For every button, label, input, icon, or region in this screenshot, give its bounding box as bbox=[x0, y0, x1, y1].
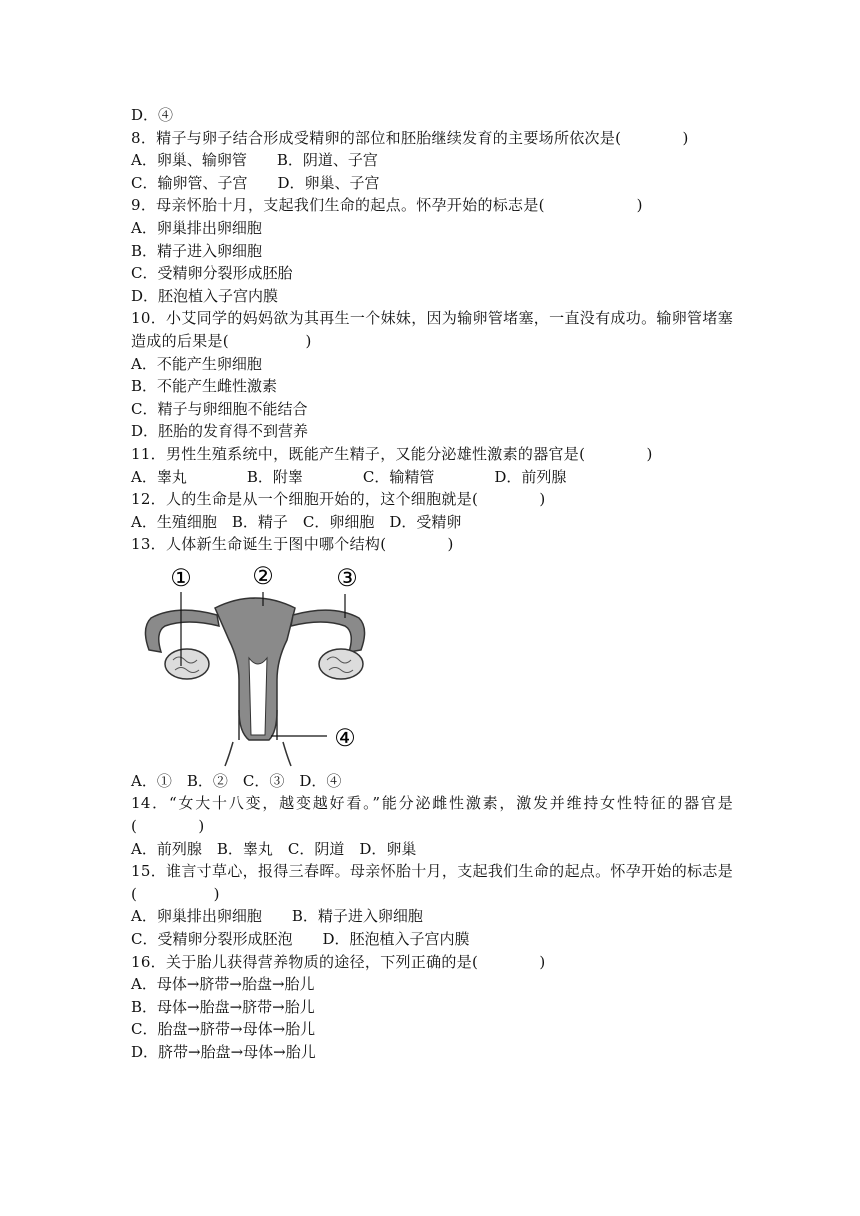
option-row: D．胚泡植入子宫内膜 bbox=[131, 286, 279, 305]
label-3: ③ bbox=[336, 563, 358, 592]
option-row: A．不能产生卵细胞 bbox=[131, 354, 262, 373]
question-stem: 10．小艾同学的妈妈欲为其再生一个妹妹，因为输卵管堵塞，一直没有成功。输卵管堵塞造成的后果是( ) bbox=[131, 309, 733, 350]
option-row: C．受精卵分裂形成胚胎 bbox=[131, 264, 293, 283]
question-12 bbox=[131, 488, 733, 533]
option-row: C．胎盘→脐带→母体→胎儿 bbox=[131, 1020, 316, 1039]
question-16 bbox=[131, 951, 733, 1064]
option-row: A．卵巢排出卵细胞 B．精子进入卵细胞 bbox=[131, 907, 423, 926]
label-1: ① bbox=[170, 563, 192, 592]
question-stem: 16．关于胎儿获得营养物质的途径，下列正确的是( ) bbox=[131, 952, 546, 971]
question-9 bbox=[131, 194, 733, 307]
exam-page bbox=[131, 104, 733, 1064]
option-row: A．① B．② C．③ D．④ bbox=[131, 771, 342, 790]
question-stem: 8．精子与卵子结合形成受精卵的部位和胚胎继续发育的主要场所依次是( ) bbox=[131, 128, 689, 147]
question-stem: 15．谁言寸草心，报得三春晖。母亲怀胎十月，支起我们生命的起点。怀孕开始的标志是( ) bbox=[131, 862, 733, 903]
option-row: B．母体→胎盘→脐带→胎儿 bbox=[131, 997, 315, 1016]
option-row: A．前列腺 B．睾丸 C．阴道 D．卵巢 bbox=[131, 839, 417, 858]
question-stem: 13．人体新生命诞生于图中哪个结构( ) bbox=[131, 535, 454, 554]
question-14 bbox=[131, 792, 733, 860]
option-row: D．胚胎的发育得不到营养 bbox=[131, 422, 309, 441]
option-row: C．输卵管、子宫 D．卵巢、子宫 bbox=[131, 173, 380, 192]
question-11 bbox=[131, 443, 733, 488]
question-stem: 14．“女大十八变，越变越好看。”能分泌雌性激素，激发并维持女性特征的器官是( ) bbox=[131, 794, 733, 836]
question-stem: 12．人的生命是从一个细胞开始的，这个细胞就是( ) bbox=[131, 490, 546, 509]
question-10 bbox=[131, 307, 733, 443]
option-row: C．受精卵分裂形成胚泡 D．胚泡植入子宫内膜 bbox=[131, 930, 470, 949]
q7-option-d: D．④ bbox=[131, 106, 174, 124]
option-row: B．精子进入卵细胞 bbox=[131, 241, 263, 260]
question-15 bbox=[131, 860, 733, 950]
question-stem: 11．男性生殖系统中，既能产生精子，又能分泌雄性激素的器官是( ) bbox=[131, 444, 653, 463]
left-ovary bbox=[165, 649, 209, 679]
option-row: A．卵巢、输卵管 B．阴道、子宫 bbox=[131, 151, 378, 170]
question-13 bbox=[131, 533, 733, 792]
right-ovary bbox=[319, 649, 363, 679]
female-reproductive-system-figure bbox=[137, 560, 373, 770]
option-row: A．睾丸 B．附睾 C．输精管 D．前列腺 bbox=[131, 467, 567, 486]
uterus-diagram bbox=[137, 560, 373, 770]
option-row: A．生殖细胞 B．精子 C．卵细胞 D．受精卵 bbox=[131, 512, 462, 531]
question-stem: 9．母亲怀胎十月，支起我们生命的起点。怀孕开始的标志是( ) bbox=[131, 196, 643, 215]
option-row: C．精子与卵细胞不能结合 bbox=[131, 399, 308, 418]
label-4: ④ bbox=[334, 723, 356, 752]
option-row: D．脐带→胎盘→母体→胎儿 bbox=[131, 1043, 316, 1061]
question-8 bbox=[131, 127, 733, 195]
label-2: ② bbox=[252, 561, 274, 590]
option-row: B．不能产生雌性激素 bbox=[131, 377, 278, 396]
option-row: A．母体→脐带→胎盘→胎儿 bbox=[131, 975, 315, 994]
option-row: A．卵巢排出卵细胞 bbox=[131, 218, 262, 237]
